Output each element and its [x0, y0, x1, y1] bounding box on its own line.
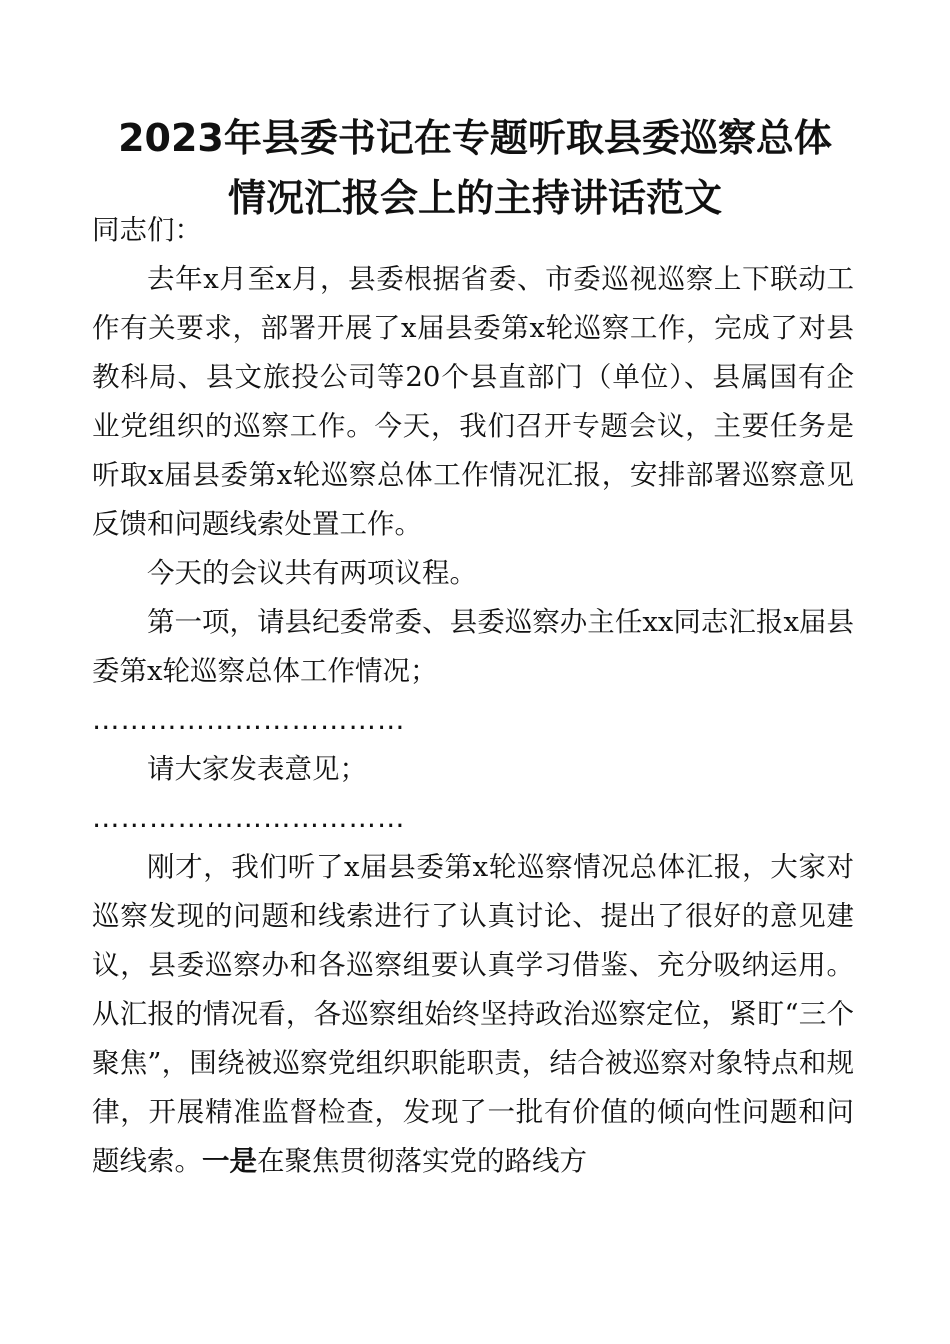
- summary-bold-marker: 一是: [202, 1145, 257, 1177]
- document-body: [92, 206, 854, 1186]
- summary-tail: 在聚焦贯彻落实党的路线方: [257, 1145, 587, 1177]
- paragraph-summary: [92, 843, 854, 1186]
- ellipsis-separator: ……………………………: [92, 802, 406, 834]
- paragraph-agenda: 今天的会议共有两项议程。: [147, 557, 477, 589]
- summary-text: 刚才，我们听了x届县委第x轮巡察情况总体汇报，大家对巡察发现的问题和线索进行了认真讨论、提出了很好的意见建议，县委巡察办和各巡察组要认真学习借鉴、充分吸纳运用。从汇报的情况看，各巡察组始终坚持政治巡察定位，紧盯“三个聚焦”，围绕被巡察党组织职能职责，结合被巡察对象特点和规律，开展精准监督检查，发现了一批有价值的倾向性问题和问题线索。: [92, 851, 854, 1177]
- ellipsis-separator: ……………………………: [92, 704, 406, 736]
- salutation: 同志们：: [92, 214, 202, 246]
- title-line-1: 2023年县委书记在专题听取县委巡察总体: [118, 116, 832, 160]
- paragraph-opinions: 请大家发表意见；: [147, 753, 367, 785]
- paragraph-agenda-item-1: 第一项，请县纪委常委、县委巡察办主任xx同志汇报x届县委第x轮巡察总体工作情况；: [92, 606, 854, 687]
- title-line-2: 情况汇报会上的主持讲话范文: [227, 176, 722, 220]
- paragraph-intro: 去年x月至x月，县委根据省委、市委巡视巡察上下联动工作有关要求，部署开展了x届县委第x轮巡察工作，完成了对县教科局、县文旅投公司等20个县直部门（单位）、县属国有企业党组织的巡察工作。今天，我们召开专题会议，主要任务是听取x届县委第x轮巡察总体工作情况汇报，安排部署巡察意见反馈和问题线索处置工作。: [92, 263, 854, 540]
